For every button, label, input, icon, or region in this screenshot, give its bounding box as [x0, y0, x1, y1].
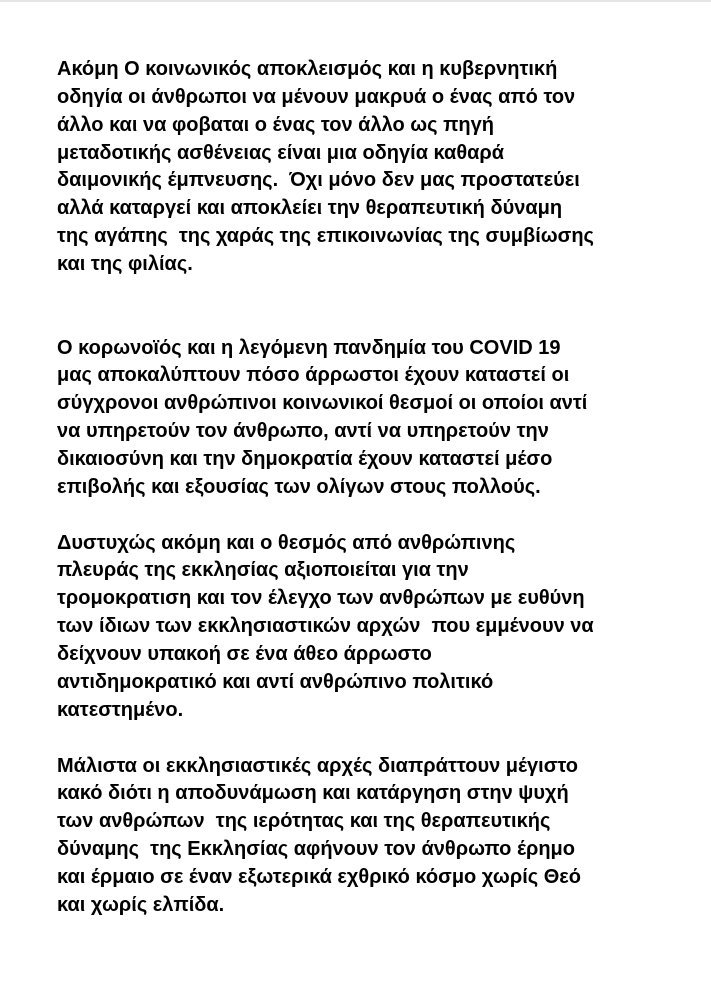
text-line: και της φιλίας.: [57, 253, 193, 276]
text-line: Δυστυχώς ακόμη και ο θεσμός από ανθρώπινης: [57, 531, 516, 554]
text-line: Ακόμη Ο κοινωνικός αποκλεισμός και η κυβερνητική: [57, 58, 558, 80]
paragraph-2: [57, 335, 697, 502]
text-line: δαιμονικής έμπνευσης. Όχι μόνο δεν μας προστατεύει: [57, 169, 580, 192]
text-line: οδηγία οι άνθρωποι να μένουν μακρυά ο ένας από τον: [57, 85, 576, 108]
text-line: δείχνουν υπακοή σε ένα άθεο άρρωστο: [57, 643, 432, 666]
text-line: αντιδημοκρατικό και αντί ανθρώπινο πολιτικό: [57, 670, 494, 693]
text-line: και έρμαιο σε έναν εξωτερικά εχθρικό κόσμο χωρίς Θεό: [57, 865, 581, 888]
text-line: δικαιοσύνη και την δημοκρατία έχουν καταστεί μέσο: [57, 448, 553, 471]
text-line: και χωρίς ελπίδα.: [57, 893, 225, 916]
text-line: της αγάπης της χαράς της επικοινωνίας της συμβίωσης: [57, 225, 594, 248]
text-line: των ανθρώπων της ιερότητας και της θεραπευτικής: [57, 810, 551, 833]
text-line: Μάλιστα οι εκκλησιαστικές αρχές διαπράττουν μέγιστο: [57, 754, 578, 777]
text-line: των ίδιων των εκκλησιαστικών αρχών που εμμένουν να: [57, 615, 594, 638]
text-line: τρομοκρατιση και τον έλεγχο των ανθρώπων με ευθύνη: [57, 587, 585, 610]
text-line: άλλο και να φοβαται ο ένας τον άλλο ως πηγή: [57, 113, 494, 136]
top-edge-strip: [0, 0, 711, 2]
text-line: πλευράς της εκκλησίας αξιοποιείται για την: [57, 559, 469, 582]
text-line: αλλά καταργεί και αποκλείει την θεραπευτική δύναμη: [57, 197, 563, 220]
paragraph-4: [57, 753, 697, 920]
text-line: δύναμης της Εκκλησίας αφήνουν τον άνθρωπο έρημο: [57, 838, 576, 861]
document-body: [57, 56, 697, 920]
text-line: να υπηρετούν τον άνθρωπο, αντί να υπηρετούν την: [57, 420, 549, 443]
text-line: κακό διότι η αποδυνάμωση και κατάργηση στην ψυχή: [57, 782, 569, 805]
paragraph-1: [57, 56, 697, 279]
text-line: μας αποκαλύπτουν πόσο άρρωστοι έχουν καταστεί οι: [57, 364, 570, 387]
text-line: μεταδοτικής ασθένειας είναι μια οδηγία καθαρά: [57, 141, 505, 164]
text-line: επιβολής και εξουσίας των ολίγων στους πολλούς.: [57, 475, 541, 498]
paragraph-3: [57, 530, 697, 725]
text-line: σύγχρονοι ανθρώπινοι κοινωνικοί θεσμοί οι οποίοι αντί: [57, 392, 588, 415]
text-line: κατεστημένο.: [57, 698, 184, 721]
text-line: Ο κορωνοϊός και η λεγόμενη πανδημία του COVID 19: [57, 336, 561, 359]
